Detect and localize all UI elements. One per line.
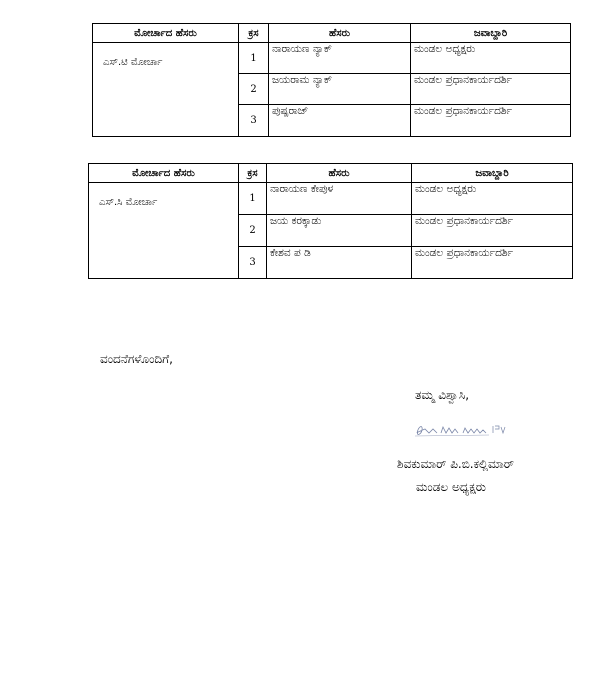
sc-morcha-table [88, 163, 573, 279]
serial-number: 3 [239, 105, 269, 137]
serial-number: 2 [239, 74, 269, 105]
morcha-group-label: ಎಸ್.ಸಿ ಮೋರ್ಚಾ [89, 183, 239, 279]
table-header-row [93, 24, 571, 43]
member-name: ಜಯ ಕರಕ್ಕಾಡು [267, 215, 412, 247]
table-header-row [89, 164, 573, 183]
serial-number: 3 [239, 247, 267, 279]
member-role: ಮಂಡಲ ಅಧ್ಯಕ್ಷರು [411, 43, 571, 74]
member-name: ಪುಷ್ಪರಾಜ್ [269, 105, 411, 137]
member-role: ಮಂಡಲ ಪ್ರಧಾನಕಾರ್ಯದರ್ಶಿ [411, 74, 571, 105]
st-morcha-table [92, 23, 571, 137]
header-role: ಜವಾಬ್ದಾರಿ [411, 24, 571, 43]
header-morcha-name: ಮೋರ್ಚಾದ ಹೆಸರು [89, 164, 239, 183]
closing-salutation: ವಂದನೆಗಳೊಂದಿಗೆ, [100, 352, 173, 366]
signature-image [413, 421, 513, 439]
member-name: ಜಯರಾಮ ನ್ಯಾಕ್ [269, 74, 411, 105]
header-role: ಜವಾಬ್ದಾರಿ [412, 164, 573, 183]
header-name: ಹೆಸರು [269, 24, 411, 43]
table-row [89, 183, 573, 215]
member-name: ಕೇಶವ ಪ ಡಿ [267, 247, 412, 279]
member-name: ನಾರಾಯಣ ನ್ಯಾಕ್ [269, 43, 411, 74]
morcha-group-label: ಎಸ್.ಟಿ ಮೋರ್ಚಾ [93, 43, 239, 137]
member-role: ಮಂಡಲ ಪ್ರಧಾನಕಾರ್ಯದರ್ಶಿ [411, 105, 571, 137]
signer-name: ಶಿವಕುಮಾರ್ ಪಿ.ಬಿ.ಕಲ್ಲಿಮಾರ್ [397, 457, 514, 471]
header-serial: ಕ್ರಸ [239, 24, 269, 43]
signer-title: ಮಂಡಲ ಅಧ್ಯಕ್ಷರು [416, 480, 486, 494]
member-role: ಮಂಡಲ ಪ್ರಧಾನಕಾರ್ಯದರ್ಶಿ [412, 215, 573, 247]
member-role: ಮಂಡಲ ಅಧ್ಯಕ್ಷರು [412, 183, 573, 215]
member-name: ನಾರಾಯಣ ಕೇಪುಳ [267, 183, 412, 215]
header-serial: ಕ್ರಸ [239, 164, 267, 183]
table-row [93, 43, 571, 74]
header-name: ಹೆಸರು [267, 164, 412, 183]
serial-number: 1 [239, 183, 267, 215]
serial-number: 1 [239, 43, 269, 74]
serial-number: 2 [239, 215, 267, 247]
yours-faithfully: ತಮ್ಮ ವಿಶ್ವಾಸಿ, [415, 388, 470, 402]
header-morcha-name: ಮೋರ್ಚಾದ ಹೆಸರು [93, 24, 239, 43]
member-role: ಮಂಡಲ ಪ್ರಧಾನಕಾರ್ಯದರ್ಶಿ [412, 247, 573, 279]
